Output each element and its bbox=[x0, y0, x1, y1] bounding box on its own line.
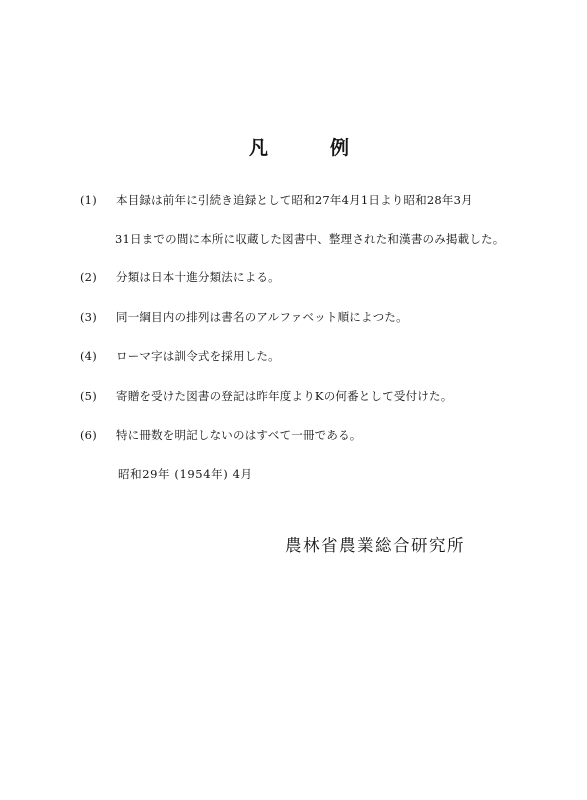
note-item-4 bbox=[80, 349, 280, 363]
organization-name: 農林省農業総合研究所 bbox=[285, 536, 465, 555]
note-number: (6) bbox=[80, 428, 97, 442]
title-char-1: 凡 bbox=[249, 137, 269, 159]
publication-date: 昭和29年 (1954年) 4月 bbox=[118, 467, 253, 481]
note-number: (3) bbox=[80, 310, 97, 324]
note-item-3 bbox=[80, 310, 408, 324]
note-item-1-continuation: 31日までの間に本所に収蔵した図書中、整理された和漢書のみ掲載した。 bbox=[115, 232, 505, 246]
title-char-2: 例 bbox=[329, 137, 349, 159]
note-number: (5) bbox=[80, 389, 97, 403]
note-text: 本目録は前年に引続き追録として昭和27年4月1日より昭和28年3月 bbox=[116, 193, 473, 207]
note-number: (4) bbox=[80, 349, 97, 363]
note-text: 同一綱目内の排列は書名のアルファベット順によつた。 bbox=[116, 310, 408, 324]
note-text: 分類は日本十進分類法による。 bbox=[116, 270, 280, 284]
note-number: (2) bbox=[80, 270, 97, 284]
note-item-1 bbox=[80, 193, 473, 207]
note-text: 特に冊数を明記しないのはすべて一冊である。 bbox=[116, 428, 362, 442]
note-item-6 bbox=[80, 428, 361, 442]
note-text: ローマ字は訓令式を採用した。 bbox=[116, 349, 280, 363]
note-number: (1) bbox=[80, 193, 97, 207]
note-text: 寄贈を受けた図書の登記は昨年度よりKの何番として受付けた。 bbox=[116, 389, 453, 403]
page-title bbox=[249, 133, 349, 160]
note-item-5 bbox=[80, 389, 452, 403]
note-item-2 bbox=[80, 270, 280, 284]
